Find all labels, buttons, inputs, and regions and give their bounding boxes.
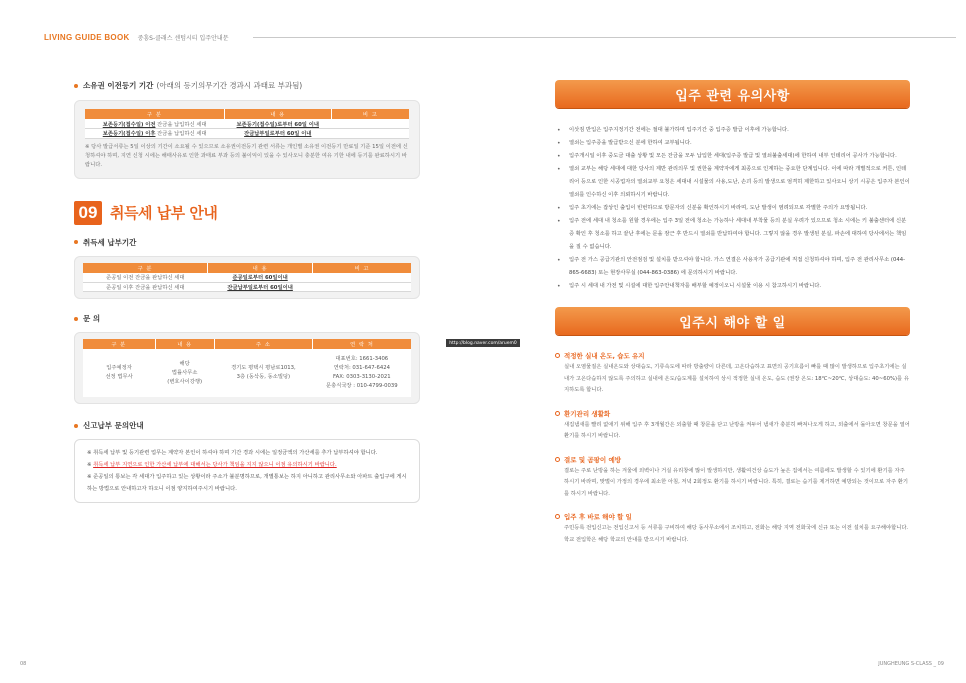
contact-box (74, 332, 420, 404)
bullet-dot (74, 240, 78, 244)
list-item: • 입주개시일 이후 중도금 대출 상황 및 모든 잔금을 모두 납입한 세대(입주증 발급 및 열쇠불출세대)에 한하여 내부 인테리어 공사가 가능합니다. (557, 150, 910, 163)
registration-note: ※ 당사 발급서류는 5일 이상의 기간이 소요될 수 있으므로 소유권이전등기 관련 서류는 개인별 소유권 이전등기 만료일 기준 15일 이전에 신청하셔야 하며, 지연 신청 시에는 해태사유로 인한 과태료 부과 등의 불이익이 있을 수 있사오니 충분한 여유 기한 내에 등기를 완료하시기 바랍니다. (85, 143, 408, 168)
report-title: 신고납부 문의안내 (74, 420, 420, 431)
list-item: • 입주 시 세대 내 가전 및 시설에 대한 입주안내책자를 배부할 예정이오니 시설물 이용 시 참고하시기 바랍니다. (557, 280, 910, 293)
ring-icon (555, 411, 560, 416)
list-item: • 입주 초기에는 잡상인 출입이 빈번하므로 방문자의 신분을 확인하시기 바라며, 도난 발생이 염려되므로 각별한 주의가 요망됩니다. (557, 202, 910, 215)
guide-subtitle: 중흥S-클래스 센텀시티 입주안내문 (137, 34, 229, 42)
tasks-banner: 입주시 해야 할 일 (555, 307, 910, 335)
contact-table: 구 분 내 용 주 소 연 락 처 입주예정자 선정 법무사 해당 법률사무소 (변호사이강행) 경기도 평택시 평남로1013, 3층 (동삭동, 동소빌딩) 대표번호: 1661-3406 연락처: 031-647-6424 FAX: 0303-3130-2021 문충식국장 : 010-4799-0039 (83, 339, 411, 397)
table-row: 준공일 이후 잔금을 완납하신 세대 잔금납부일로부터 60일이내 (83, 282, 411, 292)
ring-icon (555, 353, 560, 358)
inquiry-title: 문 의 (74, 313, 420, 324)
notice-line: ※ 취득세 납부 지연으로 인한 가산세 납부에 대해서는 당사가 책임을 지지 않으니 이점 유의하시기 바랍니다. (87, 462, 337, 468)
registration-title: 소유권 이전등기 기간 (아래의 등기의무기간 경과시 과태료 부과됨) (74, 80, 420, 91)
table-row: 준공일 이전 잔금을 완납하신 세대 준공일로부터 60일이내 (83, 273, 411, 283)
bullet-dot (74, 424, 78, 428)
page-number-left: 08 (20, 661, 27, 667)
ring-icon (555, 514, 560, 519)
left-page (74, 80, 420, 503)
task-block: 입주 후 바로 해야 할 일 주민등록 전입신고는 전입신고서 등 서류를 구비하여 해당 동사무소에서 조치하고, 전화는 해당 지역 전화국에 신규 또는 이전 설치를 요구해야합니다. 학교 전입학은 해당 학교의 안내를 받으시기 바랍니다. (555, 512, 910, 546)
period-box (74, 256, 420, 300)
bullet-dot (74, 317, 78, 321)
blog-url-watermark: http://blog.naver.com/aruem0 (446, 339, 520, 347)
notice-line: ※ 준공일의 통보는 각 세대가 입주하고 있는 상황이라 주소가 불분명하므로, 개별통보는 하지 아니하고 관리사무소와 아파트 출입구에 게시하는 방법으로 안내하고자 하오니 이점 양지하여주시기 바랍니다. (87, 474, 407, 492)
right-page (555, 80, 910, 546)
task-block: 적정한 실내 온도, 습도 유지 실내 오염물질은 실내온도와 상대습도, 기류속도에 따라 방출량이 다른데, 고온다습하고 표면의 공기흐름이 빠를 때 많이 발생하므로 입주초기에는 실내가 고온다습하지 않도록 주의하고 실내에 온도/습도계를 설치하여 상시 적정한 실내 온도, 습도 (권장 온도: 18℃~20℃, 상대습도: 40~60%)를 유지하도록 합니다. (555, 351, 910, 397)
task-block: 결로 및 곰팡이 예방 결로는 주로 난방을 하는 겨울에 외벽이나 거실 유리창에 많이 발생하지만, 생활여건상 습도가 높은 집에서는 여름에도 발생할 수 있기에 환기를 자주 하시기 바라며, 맞벌이 가정의 경우에 최소한 아침, 저녁 2회정도 환기를 하시기 바랍니다. 특히, 결로는 습기를 제거하면 예방되는 것이므로 자주 환기를 하시기 바랍니다. (555, 455, 910, 501)
guide-title: LIVING GUIDE BOOK (44, 32, 130, 42)
list-item: • 이삿짐 반입은 입주지정기간 전에는 절대 불가하며 입주기간 중 입주증 발급 이후에 가능합니다. (557, 124, 910, 137)
list-item: • 열쇠 교부는 해당 세대에 대한 당사의 제반 관리의무 및 권한을 계약자에게 최종으로 인계하는 중요한 단계입니다. 이에 따라 개별적으로 커튼, 인테리어 등으로 인한 시공업자의 열쇠교부 요청은 세대내 시설물의 사용,도난, 손괴 등의 발생으로 엄격히 제한하고 있사오니 상기 시공은 입주자 본인이 열쇠를 인수하신 이후 의뢰하시기 바랍니다. (557, 163, 910, 202)
cautions-list (555, 124, 910, 293)
registration-box (74, 100, 420, 179)
list-item: • 입주 전에 세대 내 청소를 원할 경우에는 입주 3일 전에 청소는 가능하나 세대내 부착물 등의 분실 우려가 있으므로 청소 시에는 키 불출센터에 신분증 확인 후 청소를 하고 끝난 후에는 문을 잠근 후 반드시 열쇠를 반납하여야 합니다. 그렇지 않을 경우 발생된 분실, 파손에 대하여 당사에서는 책임을 질 수 없습니다. (557, 215, 910, 254)
table-row: 입주예정자 선정 법무사 해당 법률사무소 (변호사이강행) 경기도 평택시 평남로1013, 3층 (동삭동, 동소빌딩) 대표번호: 1661-3406 연락처: 031-647-6424 FAX: 0303-3130-2021 문충식국장 : 010-4799-0039 (105, 356, 398, 389)
section-09-heading (74, 201, 420, 225)
bullet-dot (74, 84, 78, 88)
notice-line: ※ 취득세 납부 및 등기관련 업무는 계약자 본인이 하셔야 하며 기간 경과 시에는 일정금액의 가산세를 추가 납부하셔야 합니다. (87, 450, 378, 456)
ring-icon (555, 457, 560, 462)
table-row: 보존등기(접수일) 이후 잔금을 납입하신 세대 잔금납부일로부터 60일 이내 (85, 129, 409, 139)
notice-box (74, 439, 420, 503)
page-header (44, 30, 956, 44)
section-number: 09 (74, 201, 102, 225)
list-item: • 열쇠는 입주증을 발급받으신 분에 한하여 교부됩니다. (557, 137, 910, 150)
page-number-right: JUNGHEUNG S-CLASS _ 09 (878, 661, 944, 667)
registration-table: 구 분 내 용 비 고 보존등기(접수일) 이전 잔금을 납입하신 세대 보존등기(접수일)로부터 60일 이내 보존등기(접수일) 이후 잔금을 납입하신 세대 잔금납부일로부터 60일 이내 (85, 109, 409, 139)
cautions-banner: 입주 관련 유의사항 (555, 80, 910, 108)
list-item: • 입주 전 가스 공급기관의 안전점검 및 설치를 받으셔야 합니다. 가스 연결은 사용자가 공급기관에 직접 신청하셔야 하며, 입주 전 관리사무소 (044-865-6683) 또는 현장사무실 (044-863-0386) 에 문의하시기 바랍니다. (557, 254, 910, 280)
period-title: 취득세 납부기간 (74, 237, 420, 248)
table-row: 보존등기(접수일) 이전 잔금을 납입하신 세대 보존등기(접수일)로부터 60일 이내 (85, 119, 409, 129)
period-table: 구 분 내 용 비 고 준공일 이전 잔금을 완납하신 세대 준공일로부터 60일이내 준공일 이후 잔금을 완납하신 세대 잔금납부일로부터 60일이내 (83, 263, 411, 293)
header-rule (253, 37, 957, 38)
task-block: 환기관리 생활화 새집냄새를 빨리 없애기 위해 입주 후 3개월간은 외출할 때 창문을 닫고 난방을 켜두어 냄새가 충분히 빠져나오게 하고, 외출에서 돌아오면 창문을 열어 환기를 하시기 바랍니다. (555, 409, 910, 443)
section-title: 취득세 납부 안내 (110, 204, 218, 222)
